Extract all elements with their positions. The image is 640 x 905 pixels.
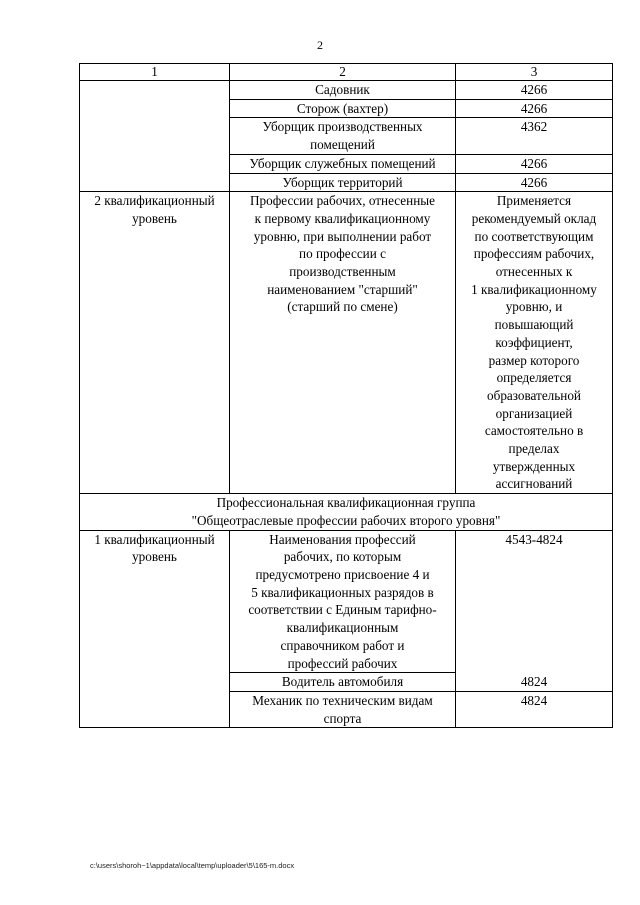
salary-table	[79, 63, 613, 728]
profession-name: Уборщик служебных помещений	[230, 154, 456, 173]
salary-value: 4266	[456, 99, 613, 118]
profession-description-text: Профессии рабочих, отнесенные к первому квалификационному уровню, при выполнении работ по профессии с производственным наименованием "старший" (старший по смене)	[250, 193, 435, 315]
profession-name: Уборщик территорий	[230, 173, 456, 192]
page-number: 2	[317, 38, 323, 52]
table-row	[80, 81, 613, 100]
profession-name	[230, 691, 456, 727]
table-row	[80, 530, 613, 673]
salary-value	[456, 192, 613, 494]
salary-value: 4266	[456, 81, 613, 100]
header-cell-2: 2	[230, 64, 456, 81]
salary-value-text: Применяется рекомендуемый оклад по соответствующим профессиям рабочих, отнесенных к 1 квалификационному уровню, и повышающий коэффициент, размер которого определяется образовательной организацией самостоятельно в пределах утвержденных ассигнований	[471, 193, 597, 492]
profession-name-text: Уборщик производственных помещений	[262, 119, 423, 153]
empty-level-cell	[80, 81, 230, 192]
table-row	[80, 192, 613, 494]
profession-description	[230, 530, 456, 673]
salary-value: 4824	[456, 673, 613, 692]
qualification-level-text: 2 квалификационный уровень	[94, 193, 215, 226]
group-title-row	[80, 494, 613, 530]
salary-value: 4266	[456, 154, 613, 173]
salary-value: 4543-4824	[456, 530, 613, 673]
header-cell-3: 3	[456, 64, 613, 81]
qualification-level	[80, 192, 230, 494]
qualification-level-text: 1 квалификационный уровень	[94, 531, 215, 565]
table-header-row	[80, 64, 613, 81]
salary-value: 4266	[456, 173, 613, 192]
profession-description-text: Наименования профессий рабочих, по которым предусмотрено присвоение 4 и 5 квалификационных разрядов в соответствии с Единым тарифно- квалификационным справочником работ и профессий рабочих	[248, 531, 437, 671]
salary-value: 4362	[456, 118, 613, 154]
file-path-footer: c:\users\shoroh~1\appdata\local\temp\uploader\5\165-m.docx	[90, 861, 295, 870]
salary-value: 4824	[456, 691, 613, 727]
profession-name-text: Механик по техническим видам спорта	[252, 692, 433, 726]
profession-name: Сторож (вахтер)	[230, 99, 456, 118]
profession-name: Садовник	[230, 81, 456, 100]
header-cell-1: 1	[80, 64, 230, 81]
group-title-text: Профессиональная квалификационная группа "Общеотраслевые профессии рабочих второго уровня"	[191, 495, 501, 528]
profession-description	[230, 192, 456, 494]
profession-name: Водитель автомобиля	[230, 673, 456, 692]
qualification-level	[80, 530, 230, 728]
profession-name	[230, 118, 456, 154]
group-title	[80, 494, 613, 530]
